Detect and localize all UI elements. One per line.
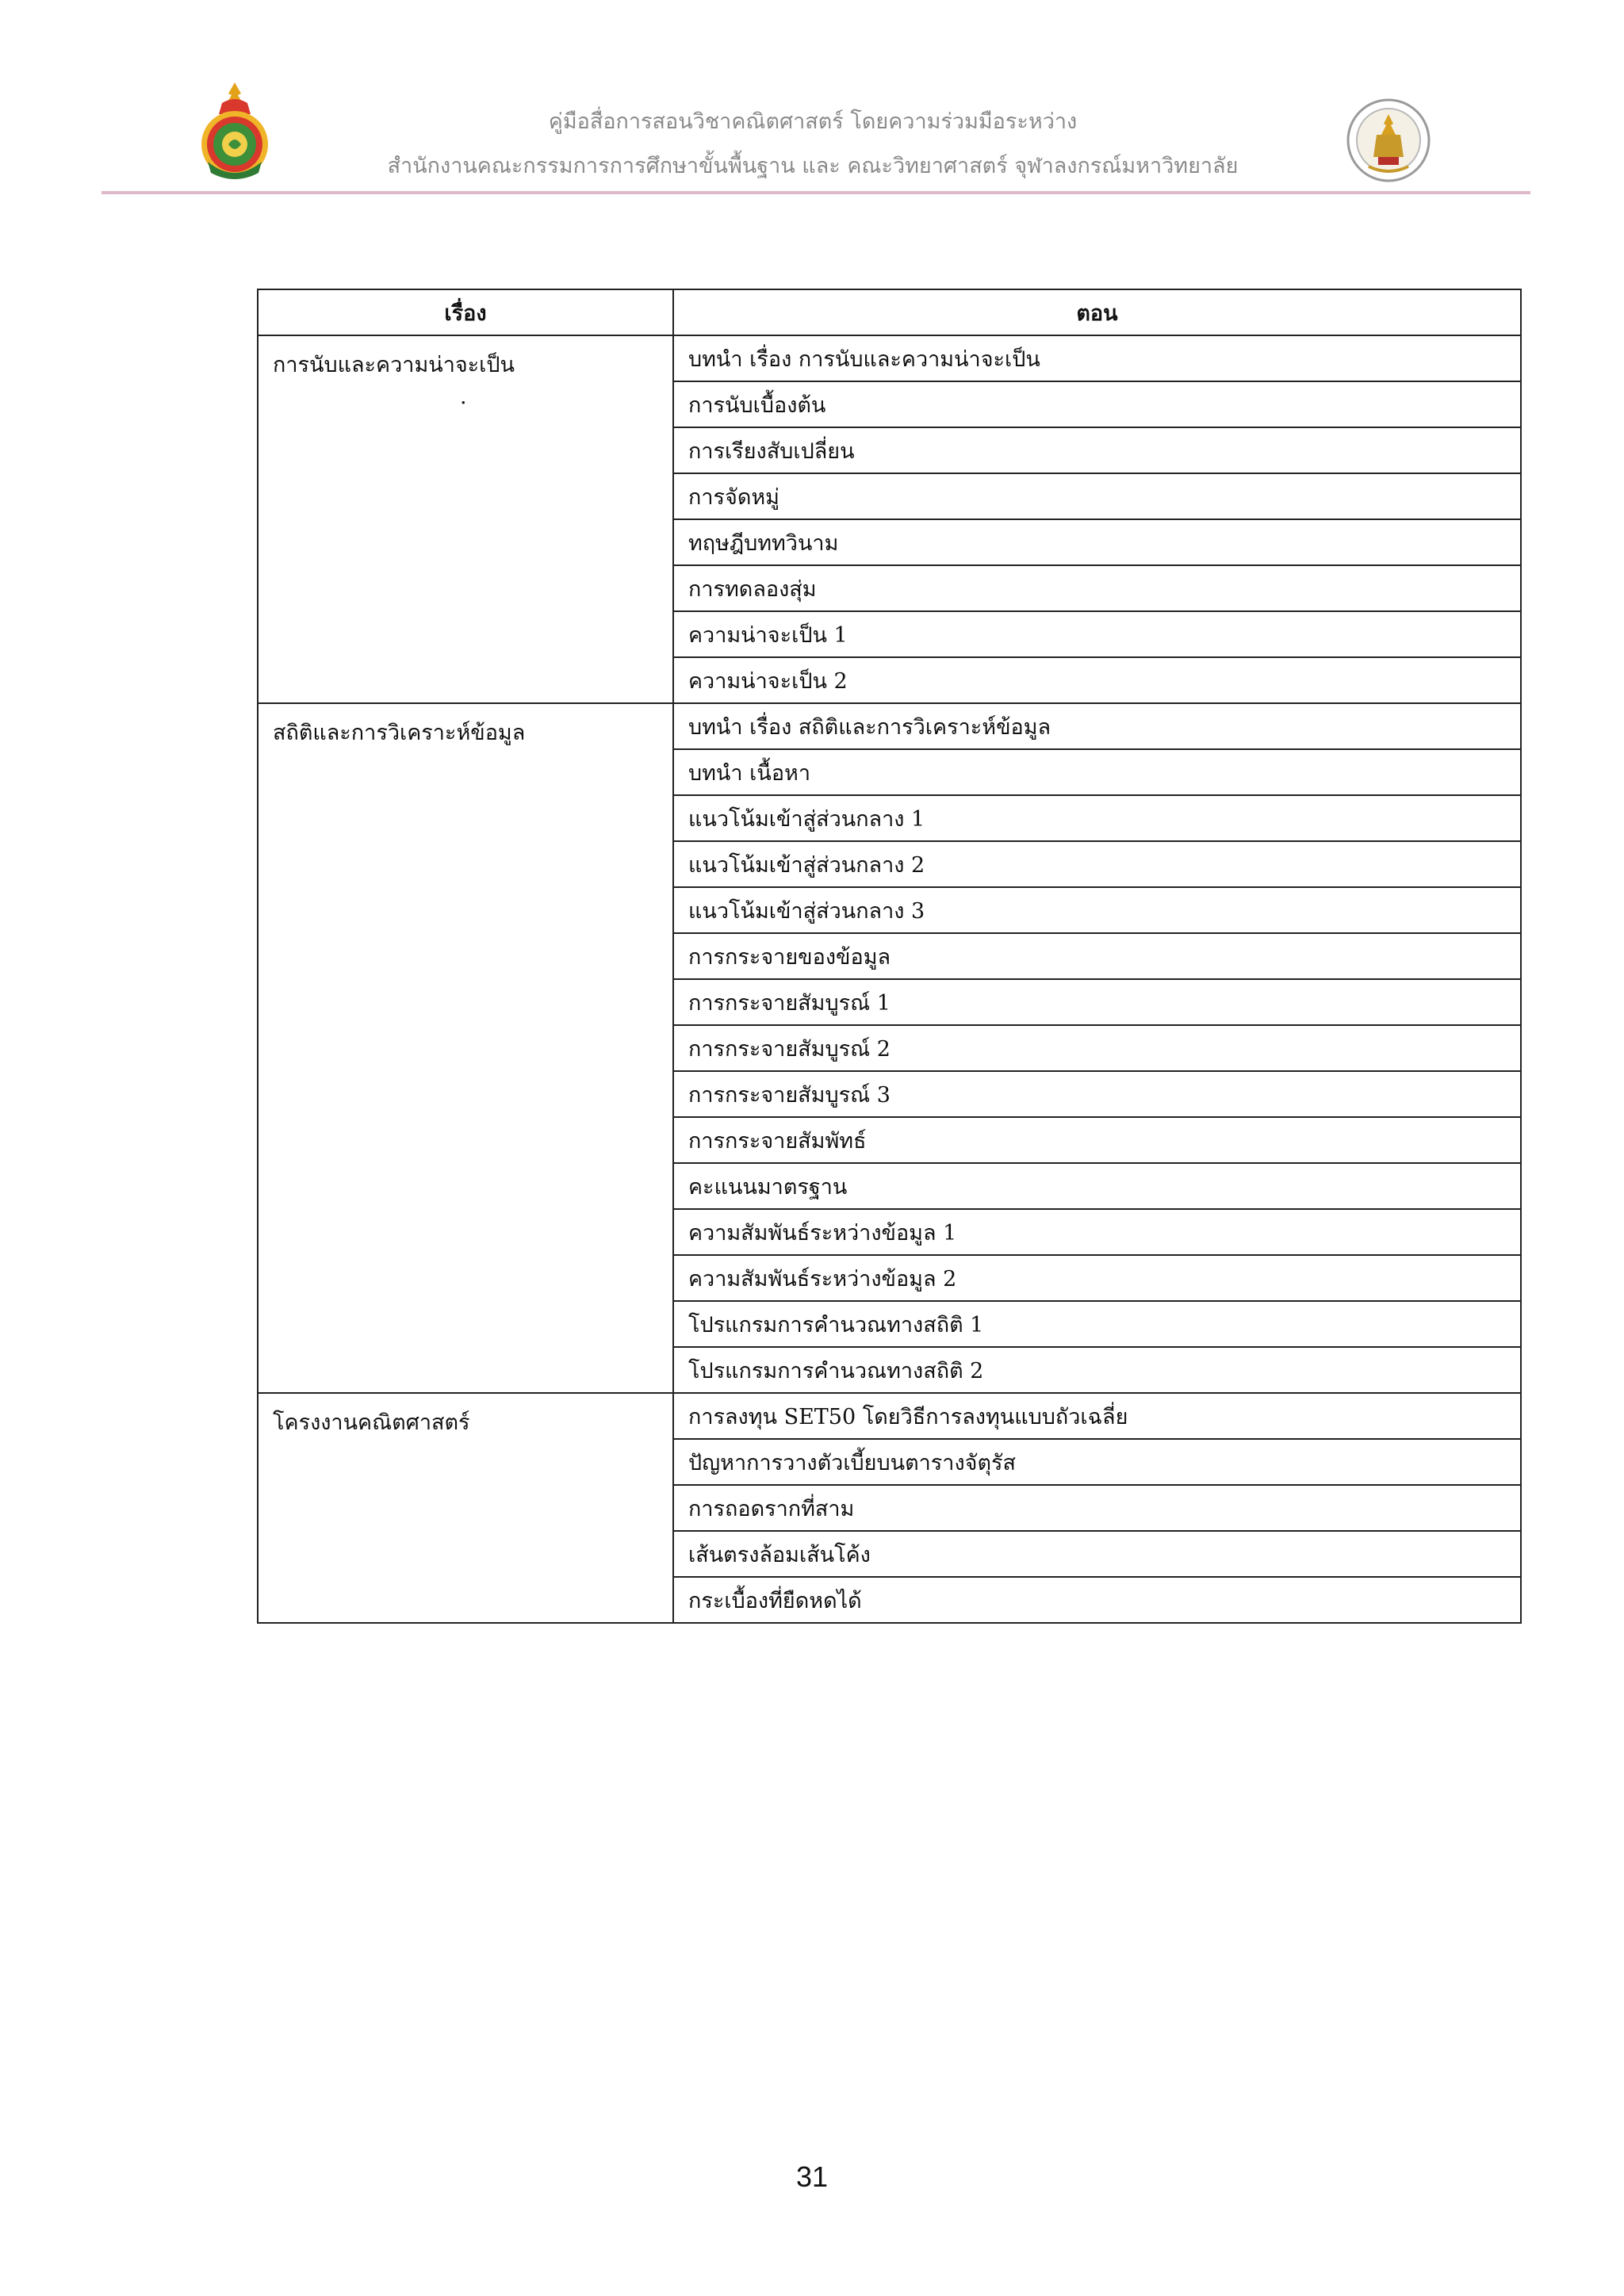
episode-cell: กระเบื้องที่ยืดหดได้: [673, 1577, 1521, 1623]
episode-cell: แนวโน้มเข้าสู่ส่วนกลาง 2: [673, 841, 1521, 887]
episode-cell: การจัดหมู่: [673, 473, 1521, 519]
column-header-episode: ตอน: [673, 289, 1521, 335]
topic-dot-marker: .: [460, 385, 467, 409]
episode-cell: การถอดรากที่สาม: [673, 1485, 1521, 1531]
episode-cell: โปรแกรมการคำนวณทางสถิติ 2: [673, 1347, 1521, 1393]
episode-cell: การลงทุน SET50 โดยวิธีการลงทุนแบบถัวเฉลี่ย: [673, 1393, 1521, 1439]
topic-label: การนับและความน่าจะเป็น: [273, 353, 515, 377]
episode-cell: ความสัมพันธ์ระหว่างข้อมูล 2: [673, 1255, 1521, 1301]
episode-cell: การกระจายสัมบูรณ์ 2: [673, 1025, 1521, 1071]
episode-cell: เส้นตรงล้อมเส้นโค้ง: [673, 1531, 1521, 1577]
episode-cell: การกระจายของข้อมูล: [673, 933, 1521, 979]
episode-cell: การกระจายสัมพัทธ์: [673, 1117, 1521, 1163]
episode-cell: แนวโน้มเข้าสู่ส่วนกลาง 3: [673, 887, 1521, 933]
episode-cell: การนับเบื้องต้น: [673, 381, 1521, 427]
episode-cell: บทนำ เรื่อง การนับและความน่าจะเป็น: [673, 335, 1521, 381]
page-header: [0, 0, 1624, 198]
header-divider: [102, 191, 1530, 194]
chulalongkorn-science-seal-icon: [1345, 97, 1432, 184]
episode-cell: การทดลองสุ่ม: [673, 565, 1521, 611]
episode-cell: บทนำ เรื่อง สถิติและการวิเคราะห์ข้อมูล: [673, 703, 1521, 749]
obec-emblem-icon: [198, 79, 271, 181]
topic-cell: [258, 335, 673, 703]
header-title-line-2: สำนักงานคณะกรรมการการศึกษาขั้นพื้นฐาน และ คณะวิทยาศาสตร์ จุฬาลงกรณ์มหาวิทยาลัย: [387, 154, 1239, 178]
episode-cell: การกระจายสัมบูรณ์ 1: [673, 979, 1521, 1025]
episode-cell: ความสัมพันธ์ระหว่างข้อมูล 1: [673, 1209, 1521, 1255]
header-title: [333, 100, 1293, 189]
episode-cell: การเรียงสับเปลี่ยน: [673, 427, 1521, 473]
episode-cell: ความน่าจะเป็น 2: [673, 657, 1521, 703]
episode-cell: ความน่าจะเป็น 1: [673, 611, 1521, 657]
table-row: [258, 335, 1521, 381]
topic-label: สถิติและการวิเคราะห์ข้อมูล: [273, 721, 526, 745]
table-header-row: [258, 289, 1521, 335]
episode-cell: คะแนนมาตรฐาน: [673, 1163, 1521, 1209]
table-row: [258, 1393, 1521, 1439]
topic-label: โครงงานคณิตศาสตร์: [273, 1410, 470, 1435]
episode-cell: บทนำ เนื้อหา: [673, 749, 1521, 795]
episode-cell: ปัญหาการวางตัวเบี้ยบนตารางจัตุรัส: [673, 1439, 1521, 1485]
topic-cell: [258, 703, 673, 1393]
contents-table: [257, 289, 1522, 1624]
column-header-topic: เรื่อง: [258, 289, 673, 335]
header-title-line-1: คู่มือสื่อการสอนวิชาคณิตศาสตร์ โดยความร่วมมือระหว่าง: [548, 109, 1078, 134]
episode-cell: โปรแกรมการคำนวณทางสถิติ 1: [673, 1301, 1521, 1347]
episode-cell: ทฤษฎีบททวินาม: [673, 519, 1521, 565]
episode-cell: แนวโน้มเข้าสู่ส่วนกลาง 1: [673, 795, 1521, 841]
table-row: [258, 703, 1521, 749]
page-number: 31: [795, 2160, 829, 2193]
topic-cell: [258, 1393, 673, 1623]
episode-cell: การกระจายสัมบูรณ์ 3: [673, 1071, 1521, 1117]
